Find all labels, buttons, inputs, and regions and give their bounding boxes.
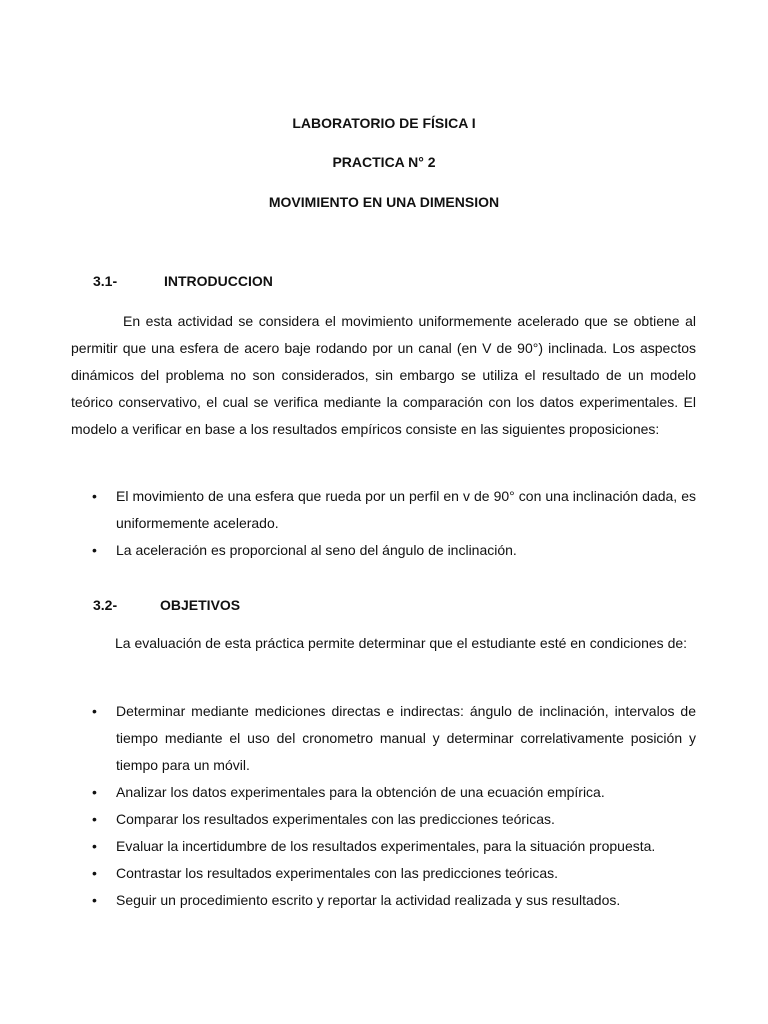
bullet-icon: • [92,488,97,504]
list-item [0,698,696,779]
list-item-text: Contrastar los resultados experimentales con las predicciones teóricas. [116,865,558,881]
section-number: 3.1- [93,273,118,289]
bullet-icon: • [92,892,97,908]
objectives-bullet-list [0,698,768,914]
list-item-text: Evaluar la incertidumbre de los resultados experimentales, para la situación propuesta. [116,838,656,854]
list-item-text: El movimiento de una esfera que rueda por un perfil en v de 90° con una inclinación dada, es uniformemente acelerado. [116,488,696,531]
section-title: INTRODUCCION [164,273,273,289]
list-item [0,860,696,887]
section-title: OBJETIVOS [160,597,241,613]
lab-title: LABORATORIO DE FÍSICA I [292,115,476,131]
list-item [0,537,696,564]
list-item [0,887,696,914]
list-item [0,779,696,806]
intro-paragraph: En esta actividad se considera el movimiento uniformemente acelerado que se obtiene al permitir que una esfera de acero baje rodando por un canal (en V de 90°) inclinada. Los aspectos dinámicos del problema no son considerados, sin embargo se utiliza el resultado de un modelo teórico conservativo, el cual se verifica mediante la comparación con los datos experimentales. El modelo a verificar en base a los resultados empíricos consiste en las siguientes proposiciones: [71,313,696,437]
practice-topic: MOVIMIENTO EN UNA DIMENSION [268,194,500,210]
list-item [0,483,696,537]
bullet-icon: • [92,838,97,854]
section-number: 3.2- [93,597,118,613]
practice-number: PRACTICA N° 2 [332,154,436,170]
list-item-text: Comparar los resultados experimentales con las predicciones teóricas. [116,811,555,827]
bullet-icon: • [92,703,97,719]
intro-bullet-list [0,483,768,564]
list-item-text: Determinar mediante mediciones directas e indirectas: ángulo de inclinación, intervalos de tiempo mediante el uso del cronometro manual y determinar correlativamente posición y tiempo para un móvil. [116,703,696,773]
list-item-text: Seguir un procedimiento escrito y reportar la actividad realizada y sus resultados. [116,892,621,908]
bullet-icon: • [92,865,97,881]
bullet-icon: • [92,542,97,558]
objectives-paragraph: La evaluación de esta práctica permite determinar que el estudiante esté en condiciones de: [115,635,688,651]
section-heading-objetivos [93,596,241,614]
list-item-text: La aceleración es proporcional al seno del ángulo de inclinación. [116,542,517,558]
section-heading-introduccion [93,272,273,290]
bullet-icon: • [92,784,97,800]
list-item [0,806,696,833]
list-item-text: Analizar los datos experimentales para la obtención de una ecuación empírica. [116,784,605,800]
bullet-icon: • [92,811,97,827]
list-item [0,833,696,860]
